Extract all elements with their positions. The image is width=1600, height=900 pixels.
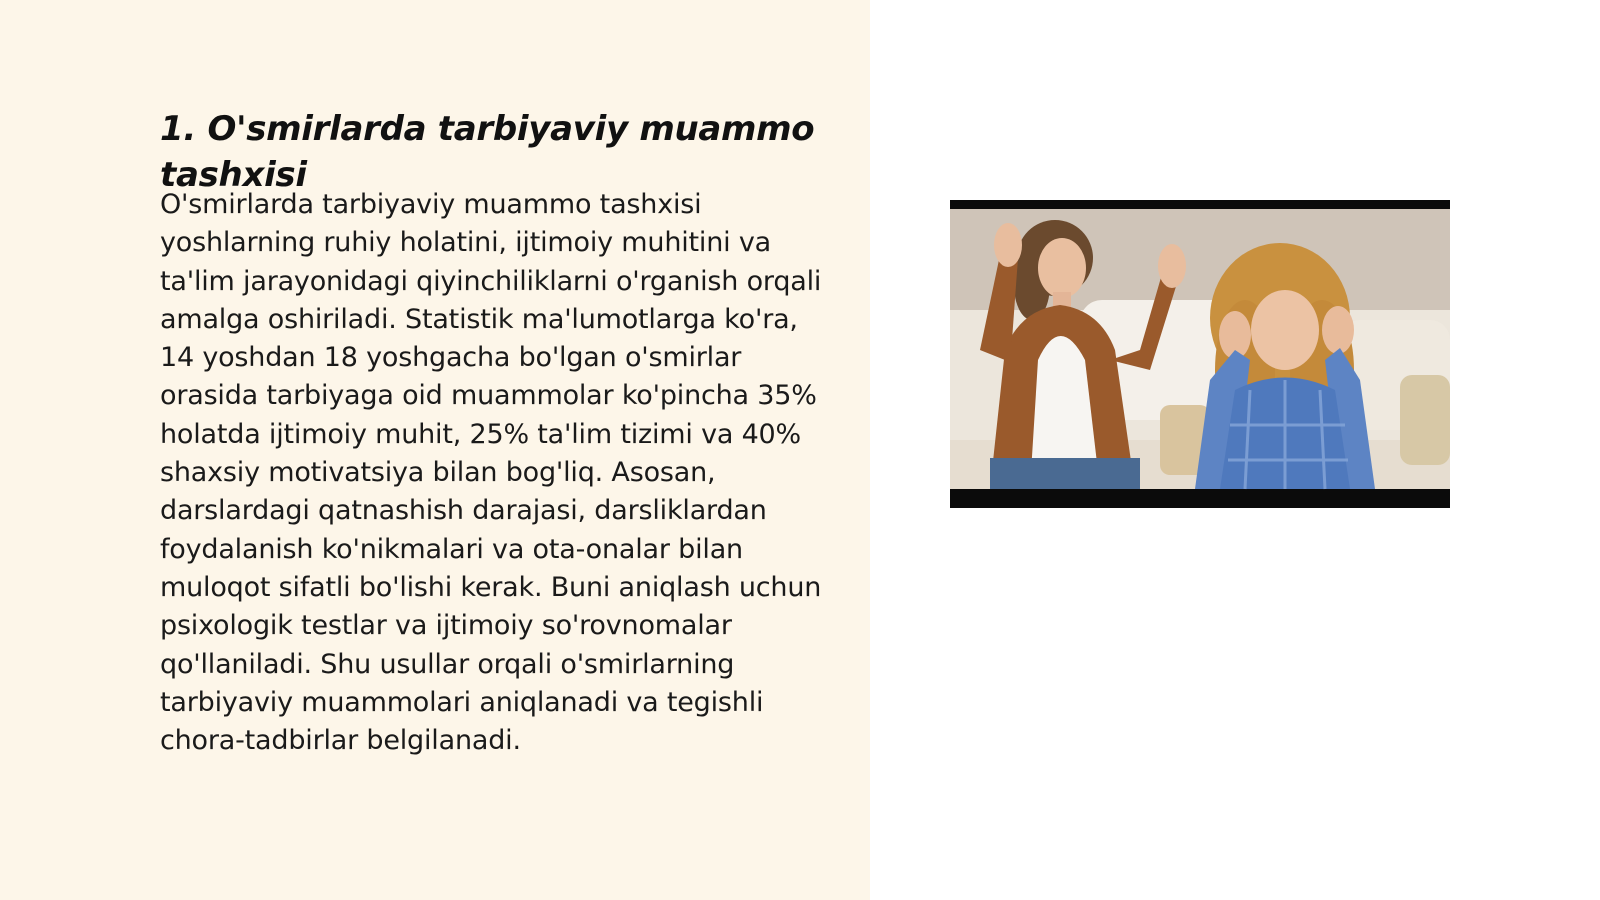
slide-title: 1. O'smirlarda tarbiyaviy muammo tashxisi	[160, 109, 815, 195]
photo-illustration	[950, 200, 1450, 508]
slide-body-text: O'smirlarda tarbiyaviy muammo tashxisi yoshlarning ruhiy holatini, ijtimoiy muhitini va ta'lim jarayonidagi qiyinchiliklarni o'rganish orqali amalga oshiriladi. Statistik ma'lumotlarga ko'ra, 14 yoshdan 18 yoshgacha bo'lgan o'smirlar orasida tarbiyaga oid muammolar ko'pincha 35% holatda ijtimoiy muhit, 25% ta'lim tizimi va 40% shaxsiy motivatsiya bilan bog'liq. Asosan, darslardagi qatnashish darajasi, darsliklardan foydalanish ko'nikmalari va ota-onalar bilan muloqot sifatli bo'lishi kerak. Buni aniqlash uchun psixologik testlar va ijtimoiy so'rovnomalar qo'llaniladi. Shu usullar orqali o'smirlarning tarbiyaviy muammolari aniqlanadi va tegishli chora-tadbirlar belgilanadi.	[160, 189, 822, 757]
slide-photo	[950, 200, 1450, 508]
